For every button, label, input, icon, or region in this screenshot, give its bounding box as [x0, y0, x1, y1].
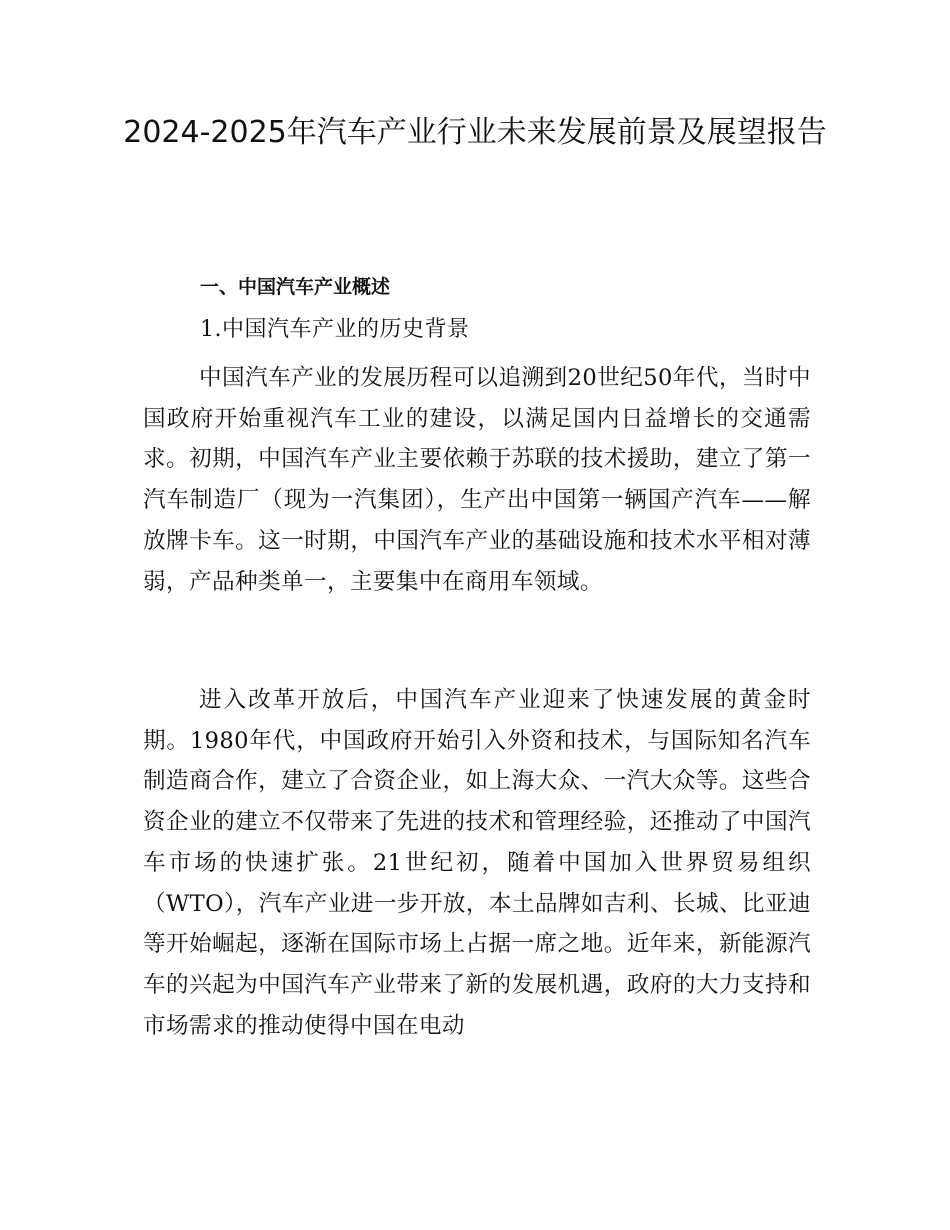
subsection-heading: 1.中国汽车产业的历史背景	[200, 317, 470, 342]
body-paragraph-2: 进入改革开放后，中国汽车产业迎来了快速发展的黄金时期。1980年代，中国政府开始引入外资和技术，与国际知名汽车制造商合作，建立了合资企业，如上海大众、一汽大众等。这些合资企业的建立不仅带来了先进的技术和管理经验，还推动了中国汽车市场的快速扩张。21世纪初，随着中国加入世界贸易组织（WTO），汽车产业进一步开放，本土品牌如吉利、长城、比亚迪等开始崛起，逐渐在国际市场上占据一席之地。近年来，新能源汽车的兴起为中国汽车产业带来了新的发展机遇，政府的大力支持和市场需求的推动使得中国在电动	[143, 687, 811, 1039]
section-heading: 一、中国汽车产业概述	[200, 276, 391, 298]
document-title: 2024-2025年汽车产业行业未来发展前景及展望报告	[123, 115, 827, 150]
body-paragraph-1: 中国汽车产业的发展历程可以追溯到20世纪50年代，当时中国政府开始重视汽车工业的建设，以满足国内日益增长的交通需求。初期，中国汽车产业主要依赖于苏联的技术援助，建立了第一汽车制造厂（现为一汽集团），生产出中国第一辆国产汽车——解放牌卡车。这一时期，中国汽车产业的基础设施和技术水平相对薄弱，产品种类单一，主要集中在商用车领域。	[143, 365, 811, 595]
